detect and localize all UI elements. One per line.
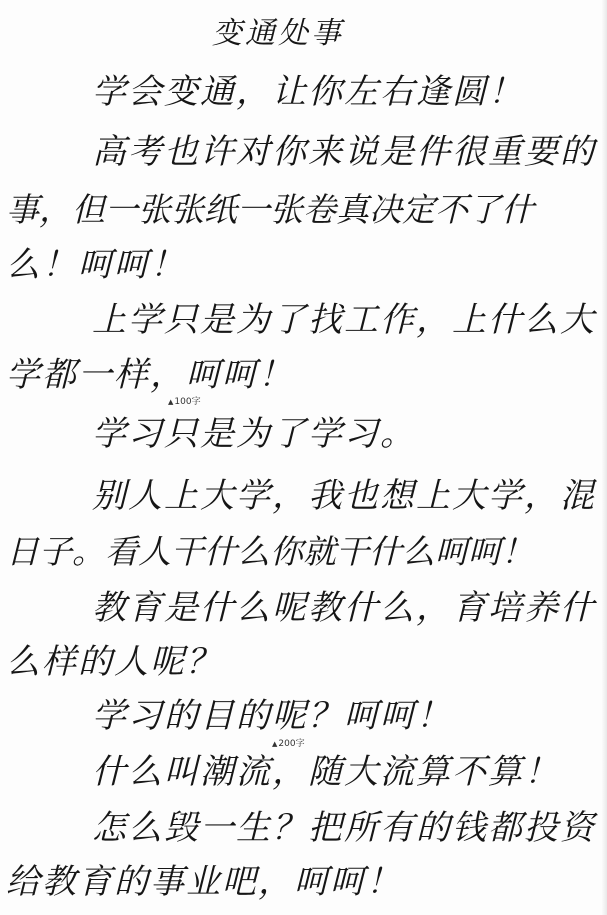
essay-line-9: 日子。看人干什么你就干什么呵呵！ (6, 532, 534, 571)
essay-line-8: 别人上大学，我也想上大学，混 (92, 476, 596, 516)
essay-line-1: 学会变通，让你左右逢圆！ (92, 72, 524, 112)
essay-line-12: 学习的目的呢？呵呵！ (92, 696, 452, 736)
word-count-marker-100: ▲100字 (168, 397, 201, 407)
essay-line-11: 么样的人呢？ (6, 642, 222, 682)
triangle-marker-icon: ▲ (272, 740, 278, 748)
essay-line-7: 学习只是为了学习。 (92, 414, 416, 454)
essay-line-3: 事，但一张张纸一张卷真决定不了什 (6, 190, 534, 229)
triangle-marker-icon: ▲ (168, 398, 174, 406)
essay-line-10: 教育是什么呢教什么，育培养什 (92, 588, 596, 628)
essay-line-15: 给教育的事业吧，呵呵！ (6, 862, 402, 902)
essay-title: 变通处事 (212, 16, 344, 51)
essay-line-4: 么！呵呵！ (6, 245, 186, 285)
essay-line-14: 怎么毁一生？把所有的钱都投资 (92, 808, 596, 848)
essay-line-5: 上学只是为了找工作，上什么大 (92, 300, 596, 340)
scan-edge-shadow (601, 0, 607, 915)
essay-line-13: 什么叫潮流，随大流算不算！ (92, 752, 560, 792)
word-count-marker-200: ▲200字 (272, 739, 305, 749)
essay-line-2: 高考也许对你来说是件很重要的 (92, 132, 596, 172)
essay-line-6: 学都一样，呵呵！ (6, 355, 294, 395)
